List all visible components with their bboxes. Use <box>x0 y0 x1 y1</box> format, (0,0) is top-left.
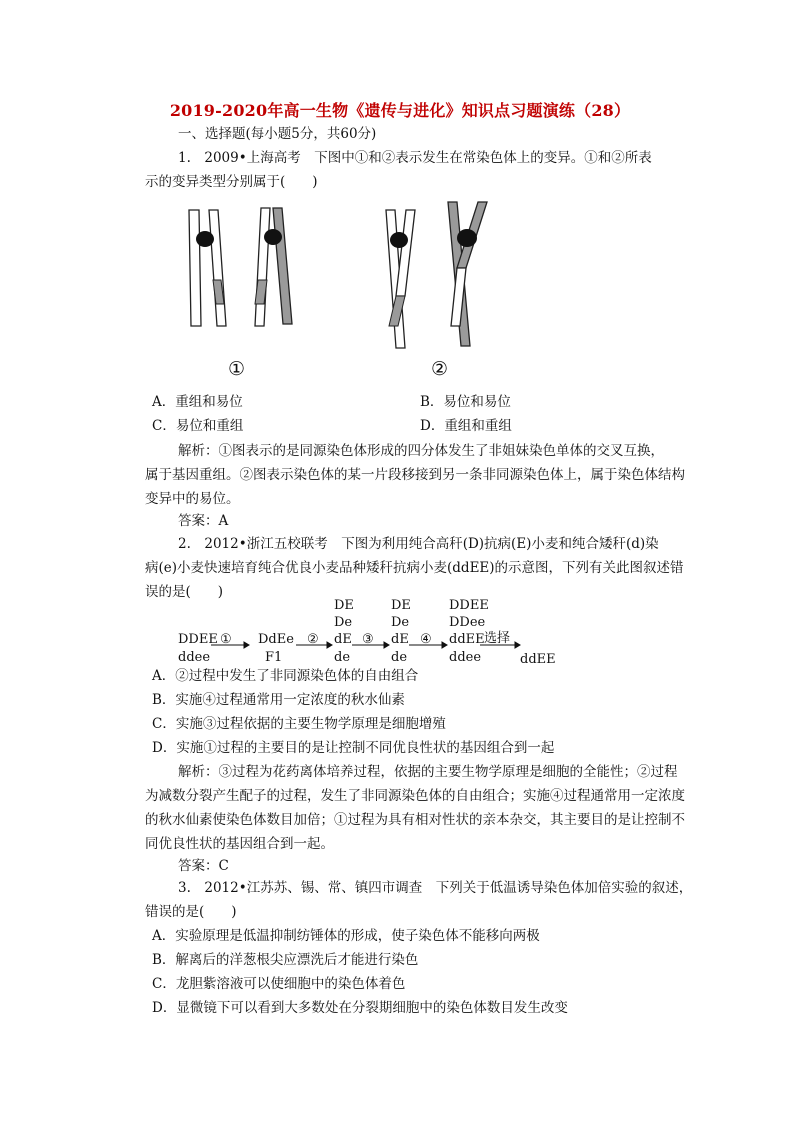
gamete-de4: de <box>334 650 351 665</box>
result-genotype: ddEE <box>520 652 556 667</box>
step3-label: ③ <box>362 632 374 647</box>
q2-option-b: B．实施④过程通常用一定浓度的秋水仙素 <box>152 692 405 708</box>
figure1-label: ① <box>228 358 246 380</box>
q1-option-a: A．重组和易位 <box>152 394 243 410</box>
diploid-2: DDee <box>449 615 486 630</box>
q3-option-c: C．龙胆紫溶液可以使细胞中的染色体着色 <box>152 976 406 992</box>
q2-answer: 答案：C <box>178 858 229 874</box>
q2-explanation-line4: 同优良性状的基因组合到一起。 <box>145 836 334 852</box>
parent-bottom: ddee <box>178 650 211 665</box>
diploid-1: DDEE <box>449 598 489 613</box>
q3-option-a: A．实验原理是低温抑制纺锤体的形成，使子染色体不能移向两极 <box>152 928 540 944</box>
diploid-4: ddee <box>449 650 482 665</box>
q2-option-a: A．②过程中发生了非同源染色体的自由组合 <box>152 668 419 684</box>
q2-option-d: D．实施①过程的主要目的是让控制不同优良性状的基因组合到一起 <box>152 740 555 756</box>
select-label: 选择 <box>484 631 511 646</box>
q1-stem-line2: 示的变异类型分别属于( ) <box>145 174 318 190</box>
q2-stem-line1: 2. 2012•浙江五校联考 下图为利用纯合高秆(D)抗病(E)小麦和纯合矮秆(d)染 <box>178 536 659 552</box>
q1-answer: 答案：A <box>178 513 229 529</box>
haploid-4: de <box>391 650 408 665</box>
f1-genotype: DdEe <box>258 632 294 647</box>
diploid-3: ddEE <box>449 632 485 647</box>
q2-option-c: C．实施③过程依据的主要生物学原理是细胞增殖 <box>152 716 446 732</box>
step4-label: ④ <box>420 632 432 647</box>
haploid-2: De <box>391 615 410 630</box>
q3-stem-line2: 错误的是( ) <box>145 904 237 920</box>
q1-explanation-line3: 变异中的易位。 <box>145 491 240 507</box>
figure2-label: ② <box>431 358 449 380</box>
step1-label: ① <box>220 632 232 647</box>
q3-option-d: D．显微镜下可以看到大多数处在分裂期细胞中的染色体数目发生改变 <box>152 1000 568 1016</box>
q1-stem-line1: 1. 2009•上海高考 下图中①和②表示发生在常染色体上的变异。①和②所表 <box>178 150 652 166</box>
q2-explanation-line1: 解析：③过程为花药离体培养过程，依据的主要生物学原理是细胞的全能性；②过程 <box>178 764 678 780</box>
page-title: 2019-2020年高一生物《遗传与进化》知识点习题演练（28） <box>169 101 631 120</box>
q1-explanation-line1: 解析：①图表示的是同源染色体形成的四分体发生了非姐妹染色单体的交叉互换， <box>178 443 664 459</box>
q2-stem-line3: 误的是( ) <box>145 584 224 600</box>
q1-option-c: C．易位和重组 <box>152 418 244 434</box>
haploid-1: DE <box>391 598 411 613</box>
haploid-3: dE <box>391 632 409 647</box>
q1-option-d: D．重组和重组 <box>420 418 512 434</box>
q1-explanation-line2: 属于基因重组。②图表示染色体的某一片段移接到另一条非同源染色体上，属于染色体结构 <box>145 467 685 483</box>
q2-stem-line2: 病(e)小麦快速培育纯合优良小麦品种矮秆抗病小麦(ddEE)的示意图，下列有关此图叙述错 <box>145 560 684 576</box>
gamete-de2: De <box>334 615 353 630</box>
f1-label: F1 <box>265 650 283 665</box>
q2-explanation-line2: 为减数分裂产生配子的过程，发生了非同源染色体的自由组合；实施④过程通常用一定浓度 <box>145 788 685 804</box>
q3-option-b: B．解离后的洋葱根尖应漂洗后才能进行染色 <box>152 952 419 968</box>
gamete-de1: DE <box>334 598 354 613</box>
gamete-de3: dE <box>334 632 352 647</box>
parent-top: DDEE <box>178 632 218 647</box>
step2-label: ② <box>307 632 319 647</box>
q2-explanation-line3: 的秋水仙素使染色体数目加倍；①过程为具有相对性状的亲本杂交，其主要目的是让控制不 <box>145 812 685 828</box>
q3-stem-line1: 3. 2012•江苏苏、锡、常、镇四市调查 下列关于低温诱导染色体加倍实验的叙述， <box>178 880 693 896</box>
q1-option-b: B．易位和易位 <box>420 394 511 410</box>
section-heading: 一、选择题(每小题5分，共60分) <box>178 126 377 142</box>
